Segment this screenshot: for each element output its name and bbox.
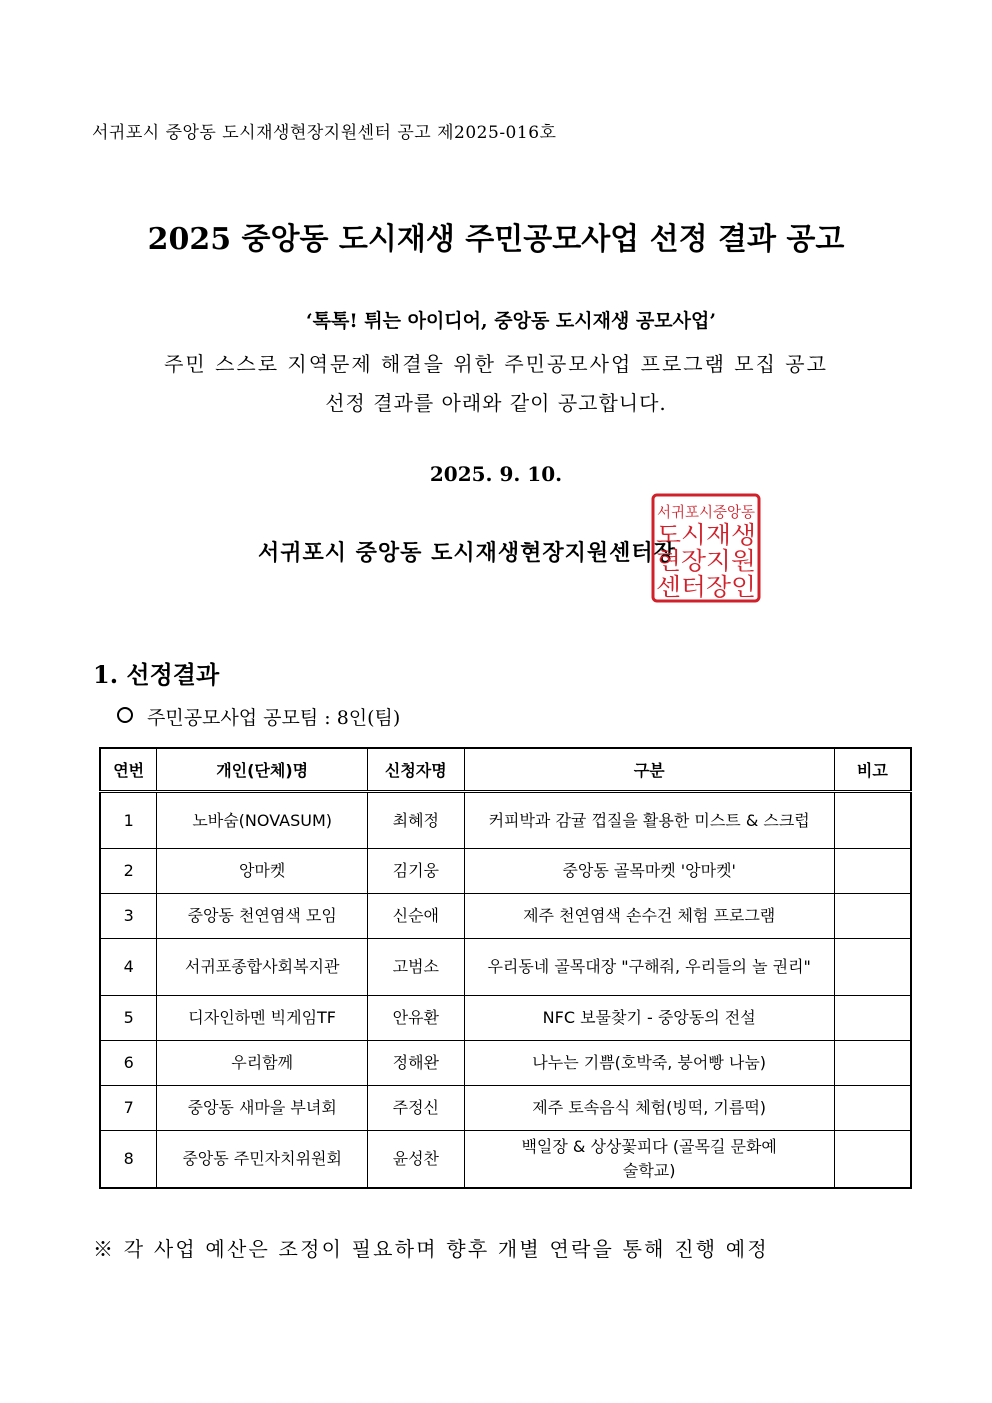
selection-results-table [99, 747, 912, 1189]
cell-category: 백일장 & 상상꽃피다 (골목길 문화예술학교) [464, 1131, 834, 1188]
table-row [100, 849, 911, 894]
cell-no: 1 [100, 792, 157, 849]
intro-line-1: 주민 스스로 지역문제 해결을 위한 주민공모사업 프로그램 모집 공고 [164, 352, 828, 376]
cell-note [834, 1086, 911, 1131]
cell-category: 나누는 기쁨(호박죽, 붕어빵 나눔) [464, 1041, 834, 1086]
cell-applicant: 안유환 [367, 996, 464, 1041]
cell-note [834, 849, 911, 894]
header-category: 구분 [464, 748, 834, 792]
cell-applicant: 고범소 [367, 939, 464, 996]
header-group: 개인(단체)명 [157, 748, 368, 792]
page-title: 2025 중앙동 도시재생 주민공모사업 선정 결과 공고 [147, 222, 845, 257]
seal-line-3: 현장지원 [656, 547, 756, 575]
cell-applicant: 최혜정 [367, 792, 464, 849]
intro-line-2: 선정 결과를 아래와 같이 공고합니다. [325, 391, 667, 415]
table-row [100, 1086, 911, 1131]
cell-group: 중앙동 천연염색 모임 [157, 894, 368, 939]
table-row [100, 792, 911, 849]
cell-note [834, 792, 911, 849]
cell-applicant: 김기웅 [367, 849, 464, 894]
cell-applicant: 윤성찬 [367, 1131, 464, 1188]
cell-note [834, 1131, 911, 1188]
table-row [100, 1131, 911, 1188]
cell-category: 제주 천연염색 손수건 체험 프로그램 [464, 894, 834, 939]
cell-category: NFC 보물찾기 - 중앙동의 전설 [464, 996, 834, 1041]
cell-no: 8 [100, 1131, 157, 1188]
cell-note [834, 1041, 911, 1086]
team-count-line [117, 703, 400, 730]
header-applicant: 신청자명 [367, 748, 464, 792]
notice-date: 2025. 9. 10. [429, 462, 563, 486]
section-heading: 1. 선정결과 [93, 660, 220, 689]
program-subtitle: ‘톡톡! 튀는 아이디어, 중앙동 도시재생 공모사업’ [306, 310, 716, 332]
cell-group: 중앙동 새마을 부녀회 [157, 1086, 368, 1131]
team-count-text: 주민공모사업 공모팀 : 8인(팀) [147, 707, 401, 729]
table-row [100, 894, 911, 939]
cell-applicant: 주정신 [367, 1086, 464, 1131]
cell-group: 우리함께 [157, 1041, 368, 1086]
cell-no: 2 [100, 849, 157, 894]
official-seal-stamp [650, 492, 762, 604]
seal-line-2: 도시재생 [656, 521, 756, 549]
header-no: 연번 [100, 748, 157, 792]
cell-note [834, 939, 911, 996]
table-header-row [100, 748, 911, 792]
cell-no: 6 [100, 1041, 157, 1086]
circle-bullet-icon [117, 707, 133, 723]
cell-no: 7 [100, 1086, 157, 1131]
cell-applicant: 정해완 [367, 1041, 464, 1086]
cell-group: 서귀포종합사회복지관 [157, 939, 368, 996]
cell-group: 중앙동 주민자치위원회 [157, 1131, 368, 1188]
cell-no: 3 [100, 894, 157, 939]
cell-category: 우리동네 골목대장 "구해줘, 우리들의 놀 권리" [464, 939, 834, 996]
header-note: 비고 [834, 748, 911, 792]
table-row [100, 996, 911, 1041]
footnote: ※ 각 사업 예산은 조정이 필요하며 향후 개별 연락을 통해 진행 예정 [93, 1237, 769, 1261]
cell-category: 제주 토속음식 체험(빙떡, 기름떡) [464, 1086, 834, 1131]
seal-line-4: 센터장인 [656, 573, 756, 601]
table-row [100, 939, 911, 996]
cell-applicant: 신순애 [367, 894, 464, 939]
table-row [100, 1041, 911, 1086]
cell-note [834, 996, 911, 1041]
notice-number: 서귀포시 중앙동 도시재생현장지원센터 공고 제2025-016호 [92, 123, 557, 143]
cell-group: 앙마켓 [157, 849, 368, 894]
issuer-name: 서귀포시 중앙동 도시재생현장지원센터장 [258, 540, 676, 566]
seal-line-1: 서귀포시중앙동 [657, 503, 756, 521]
cell-group: 노바숨(NOVASUM) [157, 792, 368, 849]
cell-note [834, 894, 911, 939]
cell-category: 중앙동 골목마켓 '앙마켓' [464, 849, 834, 894]
cell-no: 5 [100, 996, 157, 1041]
cell-group: 디자인하멘 빅게임TF [157, 996, 368, 1041]
cell-no: 4 [100, 939, 157, 996]
cell-category: 커피박과 감귤 껍질을 활용한 미스트 & 스크럽 [464, 792, 834, 849]
